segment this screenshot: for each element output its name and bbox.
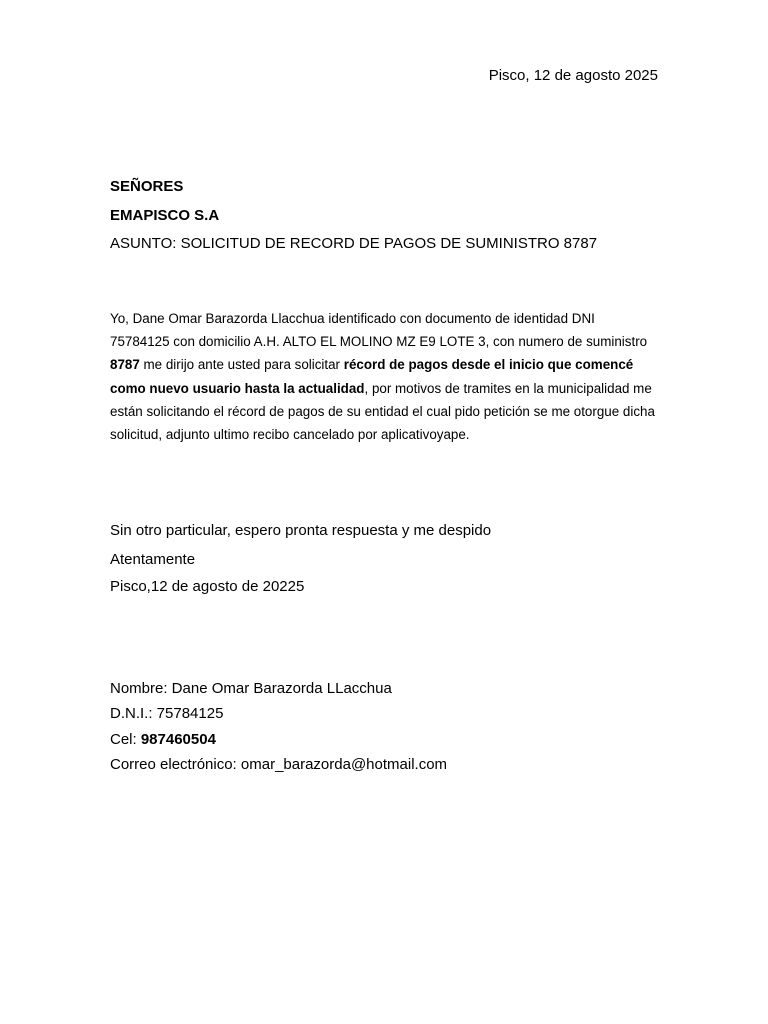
request-highlight: récord de pagos desde el inicio que comencé como nuevo usuario hasta la actualidad xyxy=(110,357,634,396)
date-place: Pisco, 12 de agosto 2025 xyxy=(488,67,658,84)
closing-date: Pisco,12 de agosto de 20225 xyxy=(110,578,305,595)
closing-line: Sin otro particular, espero pronta respuesta y me despido xyxy=(110,522,492,539)
signature-phone xyxy=(110,731,216,748)
subject-line: ASUNTO: SOLICITUD DE RECORD DE PAGOS DE SUMINISTRO 8787 xyxy=(110,235,598,252)
signature-name: Nombre: Dane Omar Barazorda LLacchua xyxy=(110,680,392,697)
supply-number: 8787 xyxy=(110,357,140,373)
recipient-salutation: SEÑORES xyxy=(110,178,184,195)
phone-number: 987460504 xyxy=(140,731,216,748)
signature-email: Correo electrónico: omar_barazorda@hotmail.com xyxy=(110,756,448,773)
signature-dni: D.N.I.: 75784125 xyxy=(110,705,224,722)
body-text-part2: me dirijo ante usted para solicitar xyxy=(139,357,344,373)
body-text-part3: , por motivos de tramites en la municipalidad me están solicitando el récord de pagos de su entidad el cual pido petición se me otorgue dicha solicitud, adjunto ultimo recibo cancelado por aplicativoyape. xyxy=(110,380,655,443)
recipient-company: EMAPISCO S.A xyxy=(110,207,220,224)
body-text-part1: Yo, Dane Omar Barazorda Llacchua identificado con documento de identidad DNI 75784125 con domicilio A.H. ALTO EL MOLINO MZ E9 LOTE 3, con numero de suministro xyxy=(110,311,648,350)
phone-label: Cel: xyxy=(110,731,141,748)
closing-regards: Atentamente xyxy=(110,551,196,568)
body-paragraph xyxy=(110,307,655,446)
